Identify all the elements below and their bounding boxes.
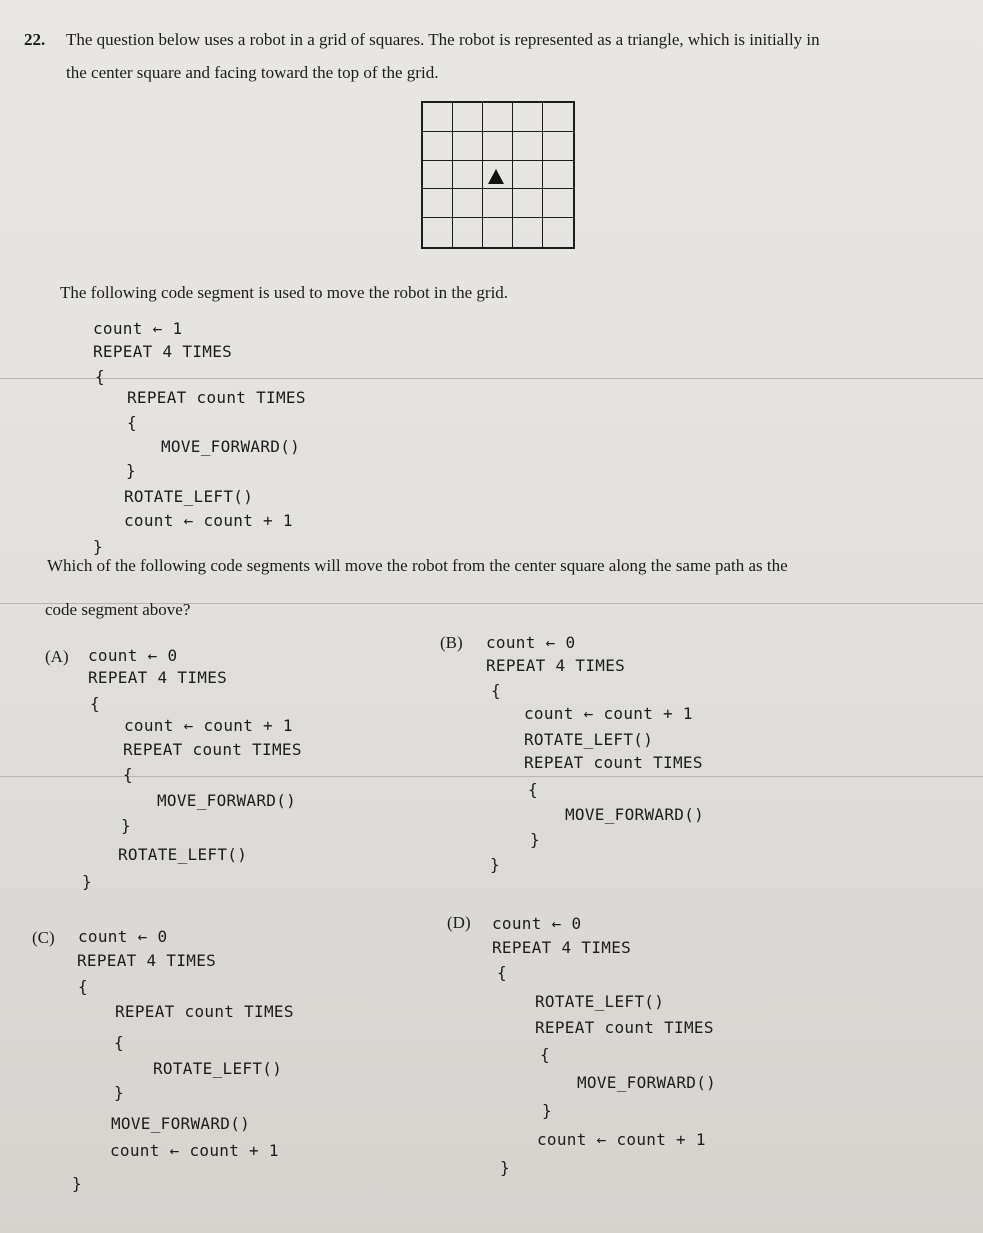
grid-cell xyxy=(513,218,543,247)
code-line: REPEAT count TIMES xyxy=(123,740,302,759)
code-line: MOVE_FORWARD() xyxy=(161,437,301,456)
grid-cell xyxy=(543,132,573,161)
grid-cell xyxy=(543,161,573,190)
grid-cell xyxy=(423,189,453,218)
grid-cell xyxy=(543,189,573,218)
code-line: { xyxy=(78,977,88,996)
grid-cell xyxy=(423,132,453,161)
code-line: MOVE_FORWARD() xyxy=(565,805,705,824)
code-line: } xyxy=(121,816,131,835)
option-a-label: (A) xyxy=(45,647,69,666)
code-line: count ← 0 xyxy=(486,633,576,652)
code-line: REPEAT 4 TIMES xyxy=(486,656,626,675)
grid-cell xyxy=(543,218,573,247)
grid-cell xyxy=(423,103,453,132)
code-line: count ← count + 1 xyxy=(110,1141,279,1160)
code-line: REPEAT count TIMES xyxy=(535,1018,714,1037)
code-line: REPEAT 4 TIMES xyxy=(88,668,228,687)
code-line: ROTATE_LEFT() xyxy=(535,992,665,1011)
grid-cell xyxy=(543,103,573,132)
code-line: count ← count + 1 xyxy=(524,704,693,723)
code-line: } xyxy=(93,537,103,556)
grid-cell xyxy=(453,189,483,218)
option-b-label: (B) xyxy=(440,633,463,652)
code-line: count ← 0 xyxy=(492,914,582,933)
grid-cell xyxy=(453,218,483,247)
code-line: ROTATE_LEFT() xyxy=(524,730,654,749)
code-line: ROTATE_LEFT() xyxy=(124,487,254,506)
option-d-label: (D) xyxy=(447,913,471,932)
code-line: MOVE_FORWARD() xyxy=(111,1114,251,1133)
code-line: { xyxy=(90,694,100,713)
option-c-label: (C) xyxy=(32,928,55,947)
code-line: } xyxy=(500,1158,510,1177)
grid-cell xyxy=(483,132,513,161)
grid-cell xyxy=(483,103,513,132)
question-line-2: the center square and facing toward the top of the grid. xyxy=(66,63,439,82)
code-line: } xyxy=(82,872,92,891)
code-line: } xyxy=(126,461,136,480)
question-number: 22. xyxy=(24,30,46,49)
code-line: { xyxy=(540,1045,550,1064)
grid-cell xyxy=(513,132,543,161)
code-line: } xyxy=(72,1174,82,1193)
code-line: count ← count + 1 xyxy=(124,716,293,735)
code-line: } xyxy=(114,1083,124,1102)
code-line: } xyxy=(542,1101,552,1120)
grid-cell xyxy=(453,161,483,190)
grid-cell xyxy=(513,103,543,132)
code-line: { xyxy=(528,780,538,799)
code-line: ROTATE_LEFT() xyxy=(118,845,248,864)
paper-fold-line xyxy=(0,776,983,777)
grid-cell xyxy=(483,189,513,218)
grid-cell xyxy=(483,218,513,247)
grid-cell xyxy=(513,161,543,190)
code-line: MOVE_FORWARD() xyxy=(157,791,297,810)
paper-fold-line xyxy=(0,378,983,379)
grid-cell xyxy=(423,161,453,190)
prompt-line-1: Which of the following code segments will move the robot from the center square along the same path as the xyxy=(47,556,788,575)
code-line: count ← count + 1 xyxy=(537,1130,706,1149)
code-line: count ← count + 1 xyxy=(124,511,293,530)
code-line: { xyxy=(127,413,137,432)
code-line: { xyxy=(114,1033,124,1052)
code-line: REPEAT count TIMES xyxy=(127,388,306,407)
code-line: REPEAT 4 TIMES xyxy=(93,342,233,361)
robot-triangle-icon xyxy=(488,169,504,184)
intro-text: The following code segment is used to move the robot in the grid. xyxy=(60,283,509,302)
question-line-1: The question below uses a robot in a grid of squares. The robot is represented as a triangle, which is initially in xyxy=(66,30,820,49)
code-line: REPEAT count TIMES xyxy=(115,1002,294,1021)
code-line: } xyxy=(490,855,500,874)
grid-cell xyxy=(423,218,453,247)
code-line: MOVE_FORWARD() xyxy=(577,1073,717,1092)
prompt-line-2: code segment above? xyxy=(45,600,191,619)
code-line: REPEAT 4 TIMES xyxy=(77,951,217,970)
code-line: REPEAT 4 TIMES xyxy=(492,938,632,957)
code-line: { xyxy=(95,367,105,386)
grid-cell xyxy=(453,103,483,132)
code-line: { xyxy=(123,765,133,784)
code-line: REPEAT count TIMES xyxy=(524,753,703,772)
code-line: ROTATE_LEFT() xyxy=(153,1059,283,1078)
code-line: { xyxy=(491,681,501,700)
code-line: count ← 0 xyxy=(88,646,178,665)
code-line: count ← 0 xyxy=(78,927,168,946)
code-line: { xyxy=(497,963,507,982)
code-line: } xyxy=(530,830,540,849)
code-line: count ← 1 xyxy=(93,319,183,338)
grid-cell xyxy=(513,189,543,218)
grid-cell xyxy=(453,132,483,161)
